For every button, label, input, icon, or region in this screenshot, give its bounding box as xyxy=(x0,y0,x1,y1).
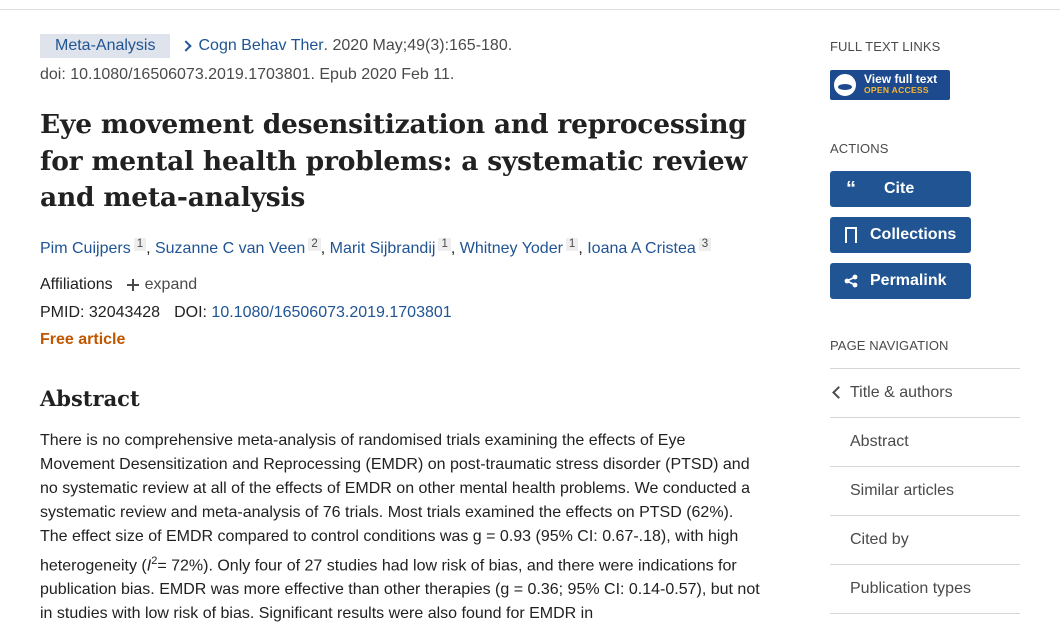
affiliations-label: Affiliations xyxy=(40,275,113,293)
article-title: Eye movement desensitization and reprocessing for mental health problems: a systematic review and meta-analysis xyxy=(40,109,747,213)
nav-item-title-authors[interactable] xyxy=(830,369,1020,418)
actions-heading: ACTIONS xyxy=(830,141,889,156)
affiliation-number[interactable]: 1 xyxy=(566,238,578,251)
quote-icon: “ xyxy=(846,178,856,200)
abstract-heading: Abstract xyxy=(40,385,140,411)
sidebar xyxy=(830,38,1020,614)
nav-item-label: Title & authors xyxy=(850,384,953,401)
bookmark-icon xyxy=(843,227,859,243)
identifiers-line xyxy=(40,301,770,325)
cite-button[interactable] xyxy=(830,171,971,207)
pmid-label: PMID: xyxy=(40,303,89,321)
open-access-logo-icon xyxy=(832,72,858,98)
citation-details: . 2020 May;49(3):165-180. xyxy=(323,37,513,54)
nav-item-abstract[interactable] xyxy=(830,418,1020,467)
affiliation-number[interactable]: 2 xyxy=(308,238,320,251)
author-link[interactable]: Marit Sijbrandij xyxy=(329,239,436,257)
open-access-label: OPEN ACCESS xyxy=(864,85,929,95)
collections-button[interactable] xyxy=(830,217,971,253)
pmid-value: 32043428 xyxy=(88,303,161,321)
affiliation-number[interactable]: 1 xyxy=(134,238,146,251)
doi-epub-line: doi: 10.1080/16506073.2019.1703801. Epub 2020 Feb 11. xyxy=(40,66,455,83)
nav-item-cited-by[interactable] xyxy=(830,516,1020,565)
free-article-label: Free article xyxy=(40,330,126,348)
affiliations-toggle[interactable] xyxy=(40,273,770,297)
full-text-label: View full text xyxy=(864,72,938,86)
abstract-text: There is no comprehensive meta-analysis of randomised trials examining the effects of Eye Movement Desensitization and Reprocessing (EMDR) on post-traumatic stress disorder (PTSD) and no systematic review at all of the effects of EMDR on other mental health problems. We conducted a systematic review and meta-analysis of 76 trials. Most trials examined the effects on PTSD (62%). The effect size of EMDR compared to control conditions was g = 0.93 (95% CI: 0.67-.18), with high heterogeneity $(I^2= 72\%)$. Only four of 27 studies had low risk of bias, and there were indications for publication bias. EMDR was more effective than other therapies (g = 0.36; 95% CI: 0.14-0.57), but not in studies with low risk of bias. Significant results were also found for EMDR in xyxy=(40,431,760,622)
author-separator: , xyxy=(320,239,330,257)
author-link[interactable]: Ioana A Cristea xyxy=(587,239,696,257)
citation-line xyxy=(40,34,770,58)
permalink-label: Permalink xyxy=(870,272,947,289)
author-link[interactable]: Suzanne C van Veen xyxy=(154,239,306,257)
author-separator: , xyxy=(578,239,588,257)
nav-item-label: Abstract xyxy=(850,433,909,450)
nav-item-similar-articles[interactable] xyxy=(830,467,1020,516)
share-icon xyxy=(843,274,859,288)
author-link[interactable]: Pim Cuijpers xyxy=(40,239,131,257)
top-divider xyxy=(0,9,1060,10)
page-navigation-heading: PAGE NAVIGATION xyxy=(830,338,949,353)
expand-label: expand xyxy=(144,275,198,293)
article-main xyxy=(40,34,770,626)
permalink-button[interactable] xyxy=(830,263,971,299)
nav-item-label: Publication types xyxy=(850,580,971,597)
doi-label: DOI: xyxy=(174,303,212,321)
chevron-right-icon xyxy=(181,40,192,51)
author-list xyxy=(40,237,770,261)
page-navigation xyxy=(830,368,1020,614)
author-separator: , xyxy=(146,239,155,257)
nav-item-publication-types[interactable] xyxy=(830,565,1020,614)
nav-item-label: Cited by xyxy=(850,531,909,548)
author-link[interactable]: Whitney Yoder xyxy=(459,239,563,257)
collections-label: Collections xyxy=(870,226,957,243)
chevron-left-icon xyxy=(832,386,845,399)
affiliation-number[interactable]: 1 xyxy=(438,238,450,251)
journal-link[interactable]: Cogn Behav Ther xyxy=(198,37,324,54)
doi-link[interactable]: 10.1080/16506073.2019.1703801 xyxy=(211,303,452,321)
cite-label: Cite xyxy=(884,180,915,197)
nav-item-label: Similar articles xyxy=(850,482,955,499)
plus-icon xyxy=(127,279,139,291)
affiliation-number[interactable]: 3 xyxy=(699,238,711,251)
author-separator: , xyxy=(450,239,460,257)
full-text-links-heading: FULL TEXT LINKS xyxy=(830,39,941,54)
view-full-text-button[interactable] xyxy=(830,70,950,100)
publication-type-badge[interactable]: Meta-Analysis xyxy=(40,34,170,58)
